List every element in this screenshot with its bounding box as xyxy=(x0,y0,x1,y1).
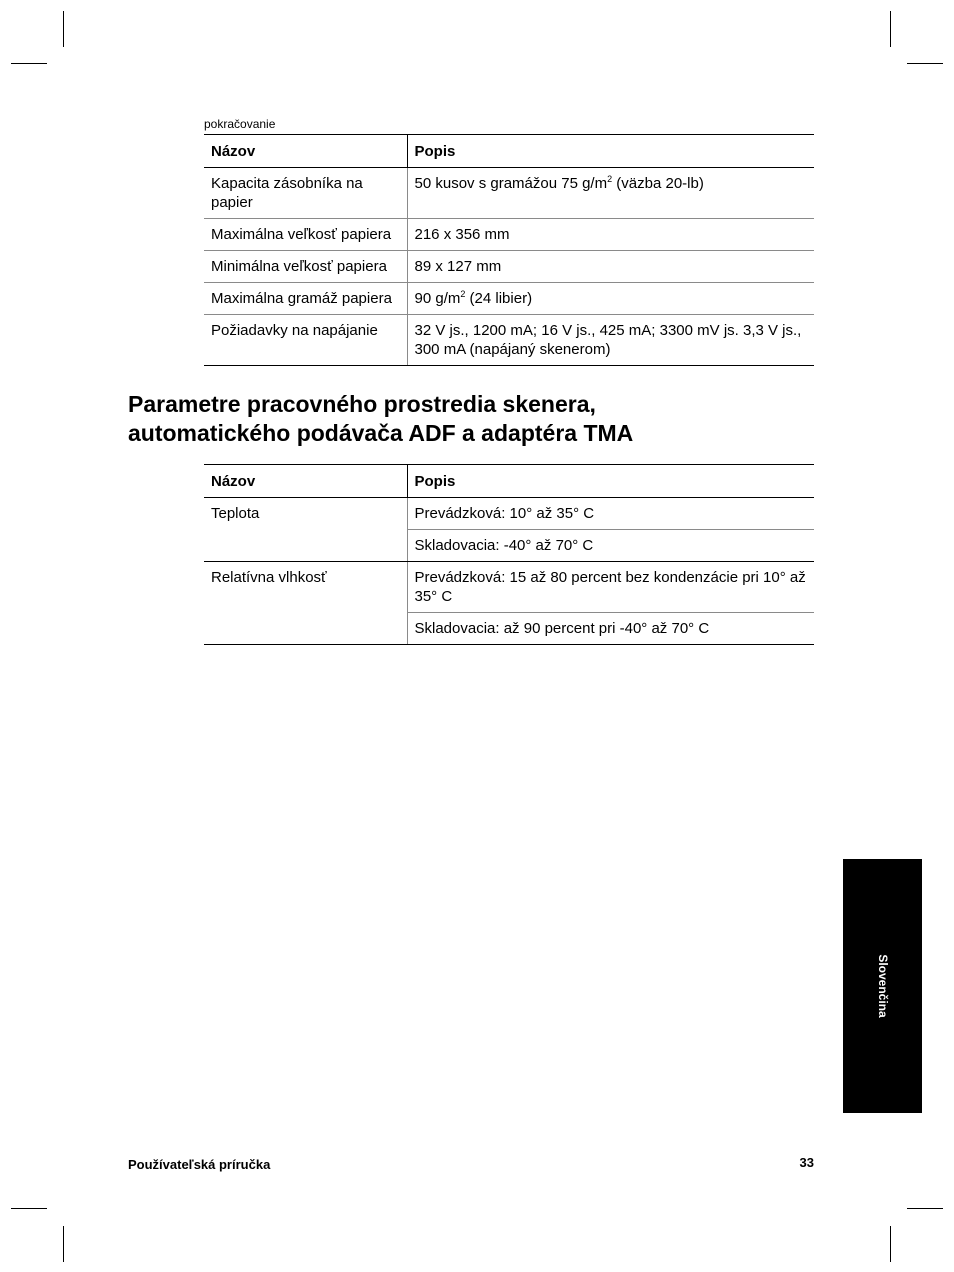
section-heading-line-1: Parametre pracovného prostredia skenera, xyxy=(128,391,596,417)
crop-mark xyxy=(890,11,891,47)
row-name: Maximálna gramáž papiera xyxy=(204,283,407,315)
crop-mark xyxy=(11,1208,47,1209)
table-row xyxy=(204,283,814,315)
row-name: Požiadavky na napájanie xyxy=(204,315,407,366)
row-name: Kapacita zásobníka na papier xyxy=(204,168,407,219)
column-header-name: Názov xyxy=(204,135,407,168)
section-heading xyxy=(128,390,828,448)
row-description: 50 kusov s gramážou 75 $g/m^2$ (väzba 20-lb) xyxy=(407,168,814,219)
table-row xyxy=(204,562,814,613)
crop-mark xyxy=(11,63,47,64)
row-name: Minimálna veľkosť papiera xyxy=(204,251,407,283)
crop-mark xyxy=(63,11,64,47)
table-header-row xyxy=(204,465,814,498)
footer-title: Používateľská príručka xyxy=(128,1157,271,1172)
table-row xyxy=(204,498,814,530)
continued-label: pokračovanie xyxy=(204,117,276,131)
section-heading-line-2: automatického podávača ADF a adaptéra TMA xyxy=(128,420,634,446)
table-row xyxy=(204,315,814,366)
row-name: Teplota xyxy=(204,498,407,562)
row-description: Skladovacia: až 90 percent pri -40° až 70° C xyxy=(407,613,814,645)
crop-mark xyxy=(907,63,943,64)
row-name: Maximálna veľkosť papiera xyxy=(204,219,407,251)
language-tab-label: Slovenčina xyxy=(875,954,890,1018)
table-row xyxy=(204,168,814,219)
paper-specs-table xyxy=(204,134,814,366)
row-description: Prevádzková: 15 až 80 percent bez kondenzácie pri 10° až 35° C xyxy=(407,562,814,613)
row-description: 216 x 356 mm xyxy=(407,219,814,251)
column-header-description: Popis xyxy=(407,135,814,168)
crop-mark xyxy=(890,1226,891,1262)
page-number: 33 xyxy=(799,1155,814,1170)
column-header-name: Názov xyxy=(204,465,407,498)
row-name: Relatívna vlhkosť xyxy=(204,562,407,645)
table-row xyxy=(204,251,814,283)
language-side-tab xyxy=(843,859,922,1113)
row-description: 32 V js., 1200 mA; 16 V js., 425 mA; 3300 mV js. 3,3 V js., 300 mA (napájaný skenerom) xyxy=(407,315,814,366)
crop-mark xyxy=(907,1208,943,1209)
row-description: 89 x 127 mm xyxy=(407,251,814,283)
row-description: Skladovacia: -40° až 70° C xyxy=(407,530,814,562)
crop-mark xyxy=(63,1226,64,1262)
environment-specs-table xyxy=(204,464,814,645)
column-header-description: Popis xyxy=(407,465,814,498)
table-row xyxy=(204,219,814,251)
table-header-row xyxy=(204,135,814,168)
row-description: 90 $g/m^2$ (24 libier) xyxy=(407,283,814,315)
row-description: Prevádzková: 10° až 35° C xyxy=(407,498,814,530)
